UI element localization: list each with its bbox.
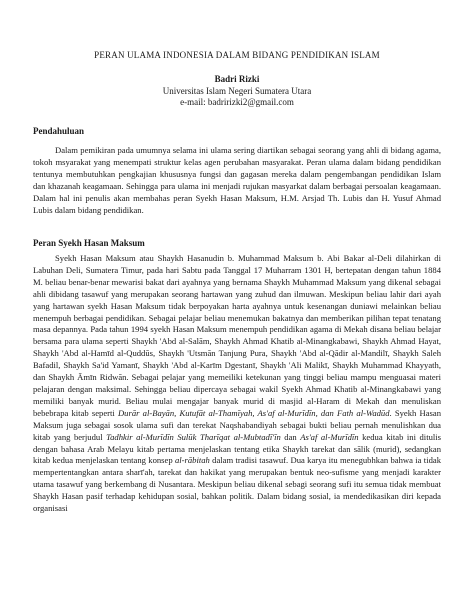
author-email: e-mail: badririzki2@gmail.com: [180, 97, 294, 107]
italic-title-text: al-rābitah: [174, 455, 210, 466]
paragraph-text: . Syekh Hasan Maksum juga sebagai sosok ulama sufi dan terekat Naqshabandiyah sebagai bukti beliau pernah menulishkan dua kitab yang berjudul: [33, 407, 442, 442]
italic-title-text: As'af al-Murīdīn: [300, 431, 359, 442]
paragraph-text: dalam tradisi tasawuf. Dua karya itu menegubhkan bahwa ia tidak mempertentangkan antara sharī'ah, tarekat dan hakikat yang merupakan bentuk neo-sufisme yang menjadi karakter utama tasawuf yang berkembang di Nusantara. Meskipun beliau dikenal sebagi seorang sufi itu semua tidak membuat Shaykh Hasan pasif terhadap kehidupan sosial, bahkan politik. Dalam bidang sosial, ia mendedikasikan diri kepada organisasi: [33, 455, 441, 514]
author-affiliation: Universitas Islam Negeri Sumatera Utara: [162, 86, 312, 96]
paper-title: PERAN ULAMA INDONESIA DALAM BIDANG PENDIDIKAN ISLAM: [94, 50, 380, 60]
paragraph-text: Syekh Hasan Maksum atau Shaykh Hasanudin b. Muhammad Maksum b. Abi Bakar al-Deli dilahirkan di Labuhan Deli, Sumatera Timur, pada hari Sabtu pada Tanggal 17 Muharram 1301 H, bertepatan dengan tahun 1884 M. beliau benar-benar mewarisi bakat dari ayahnya yang bernama Shaykh Muhammad Maksum yang dikenal sebagai ahli dibidang tasawuf yang merupakan seorang hartawan yang zuhud dan ilmuwan. Meskipun beliau lahir dari ayah yang hartawan syekh Hasan Maksum tidak berpoyakan harta ayahnya untuk kesenangan duniawi melainkan beliau menempuh berbagai pendidikan. Sebagai pelajar beliau menemukan bakatnya dan memberikan pilihan tepat tenatang masa depannya. Pada tahun 1994 syekh Hasan Maksum menempuh pendidikan agama di Mekah disana beliau belajar bersama para ulama seperti Shaykh 'Abd al-Salām, Shaykh Ahmad Khatib al-Minangkabawi, Shaykh Ahmad Hayat, Shaykh 'Abd al-Hamīd al-Quddūs, Shaykh 'Utsmān Tanjung Pura, Shaykh 'Abd al-Qādir al-Mandilī, Shaykh Saleh Bafadil, Shaykh Sa'id Yamanī, Shaykh 'Abd al-Karīm Dgestanī, Shaykh 'Ali Malikī, Shaykh Muhammad Khayyath, dan Shaykh Āmīn Ridwān. Sebagai pelajar yang memeiliki ketekunan yang tinggi beliau mampu menguasai materi pelajaran dengan maksimal. Sehingga beliau dipercaya sebagai wakil Syekh Ahmad Khatib al-Minangkabawi yang memiliki banyak murid. Beliau mulai mengajar banyak murid di masjid al-Haram di Mekah dan menuliskan bebebrapa kitab seperti: [33, 253, 441, 418]
paragraph-text: kedua kitab ini ditulis dengan bahasa Arab Melayu kitab pertama menjelaskan tentang etika Shaykh tarekat dan sālik (murid), sedangkan kitab kedua menjelaskan tentang konsep: [33, 431, 441, 466]
section-paragraph-pendahuluan: Dalam pemikiran pada umumnya selama ini ulama sering diartikan sebagai seorang yang ahli di bidang agama, tokoh msyarakat yang menempati struktur kelas agen perubahan masyarakat. Peran ulama dalam bidang pendidikan tentunya membutuhkan pengkajian khususnya fungsi dan gagasan mereka dalam pengembangan pendidikan Islam dan khazanah keagamaan. Sehingga para ulama ini menjadi rujukan masyarkat dalam berbagai persoalan keagamaan. Dalam hal ini penulis akan membahas peran Syekh Hasan Maksum, H.M. Arsjad Th. Lubis dan H. Yusuf Ahmad Lubis dalam bidang pendidikan.: [33, 145, 441, 215]
author-name: Badri Rizki: [214, 74, 260, 84]
paragraph-text: dan: [280, 431, 301, 442]
section-heading-pendahuluan: Pendahuluan: [33, 126, 85, 136]
italic-title-text: Tadhkir al-Murīdīn Sulūk Tharīqat al-Mubtadī'īn: [106, 431, 281, 442]
section-heading-peran-syekh: Peran Syekh Hasan Maksum: [33, 238, 145, 248]
section-paragraph-peran-syekh: [33, 253, 441, 515]
italic-title-text: Durār al-Bayān, Kutufāt al-Thamīyah, As'af al-Murīdīn, dan Fath al-Wadūd: [117, 407, 390, 418]
